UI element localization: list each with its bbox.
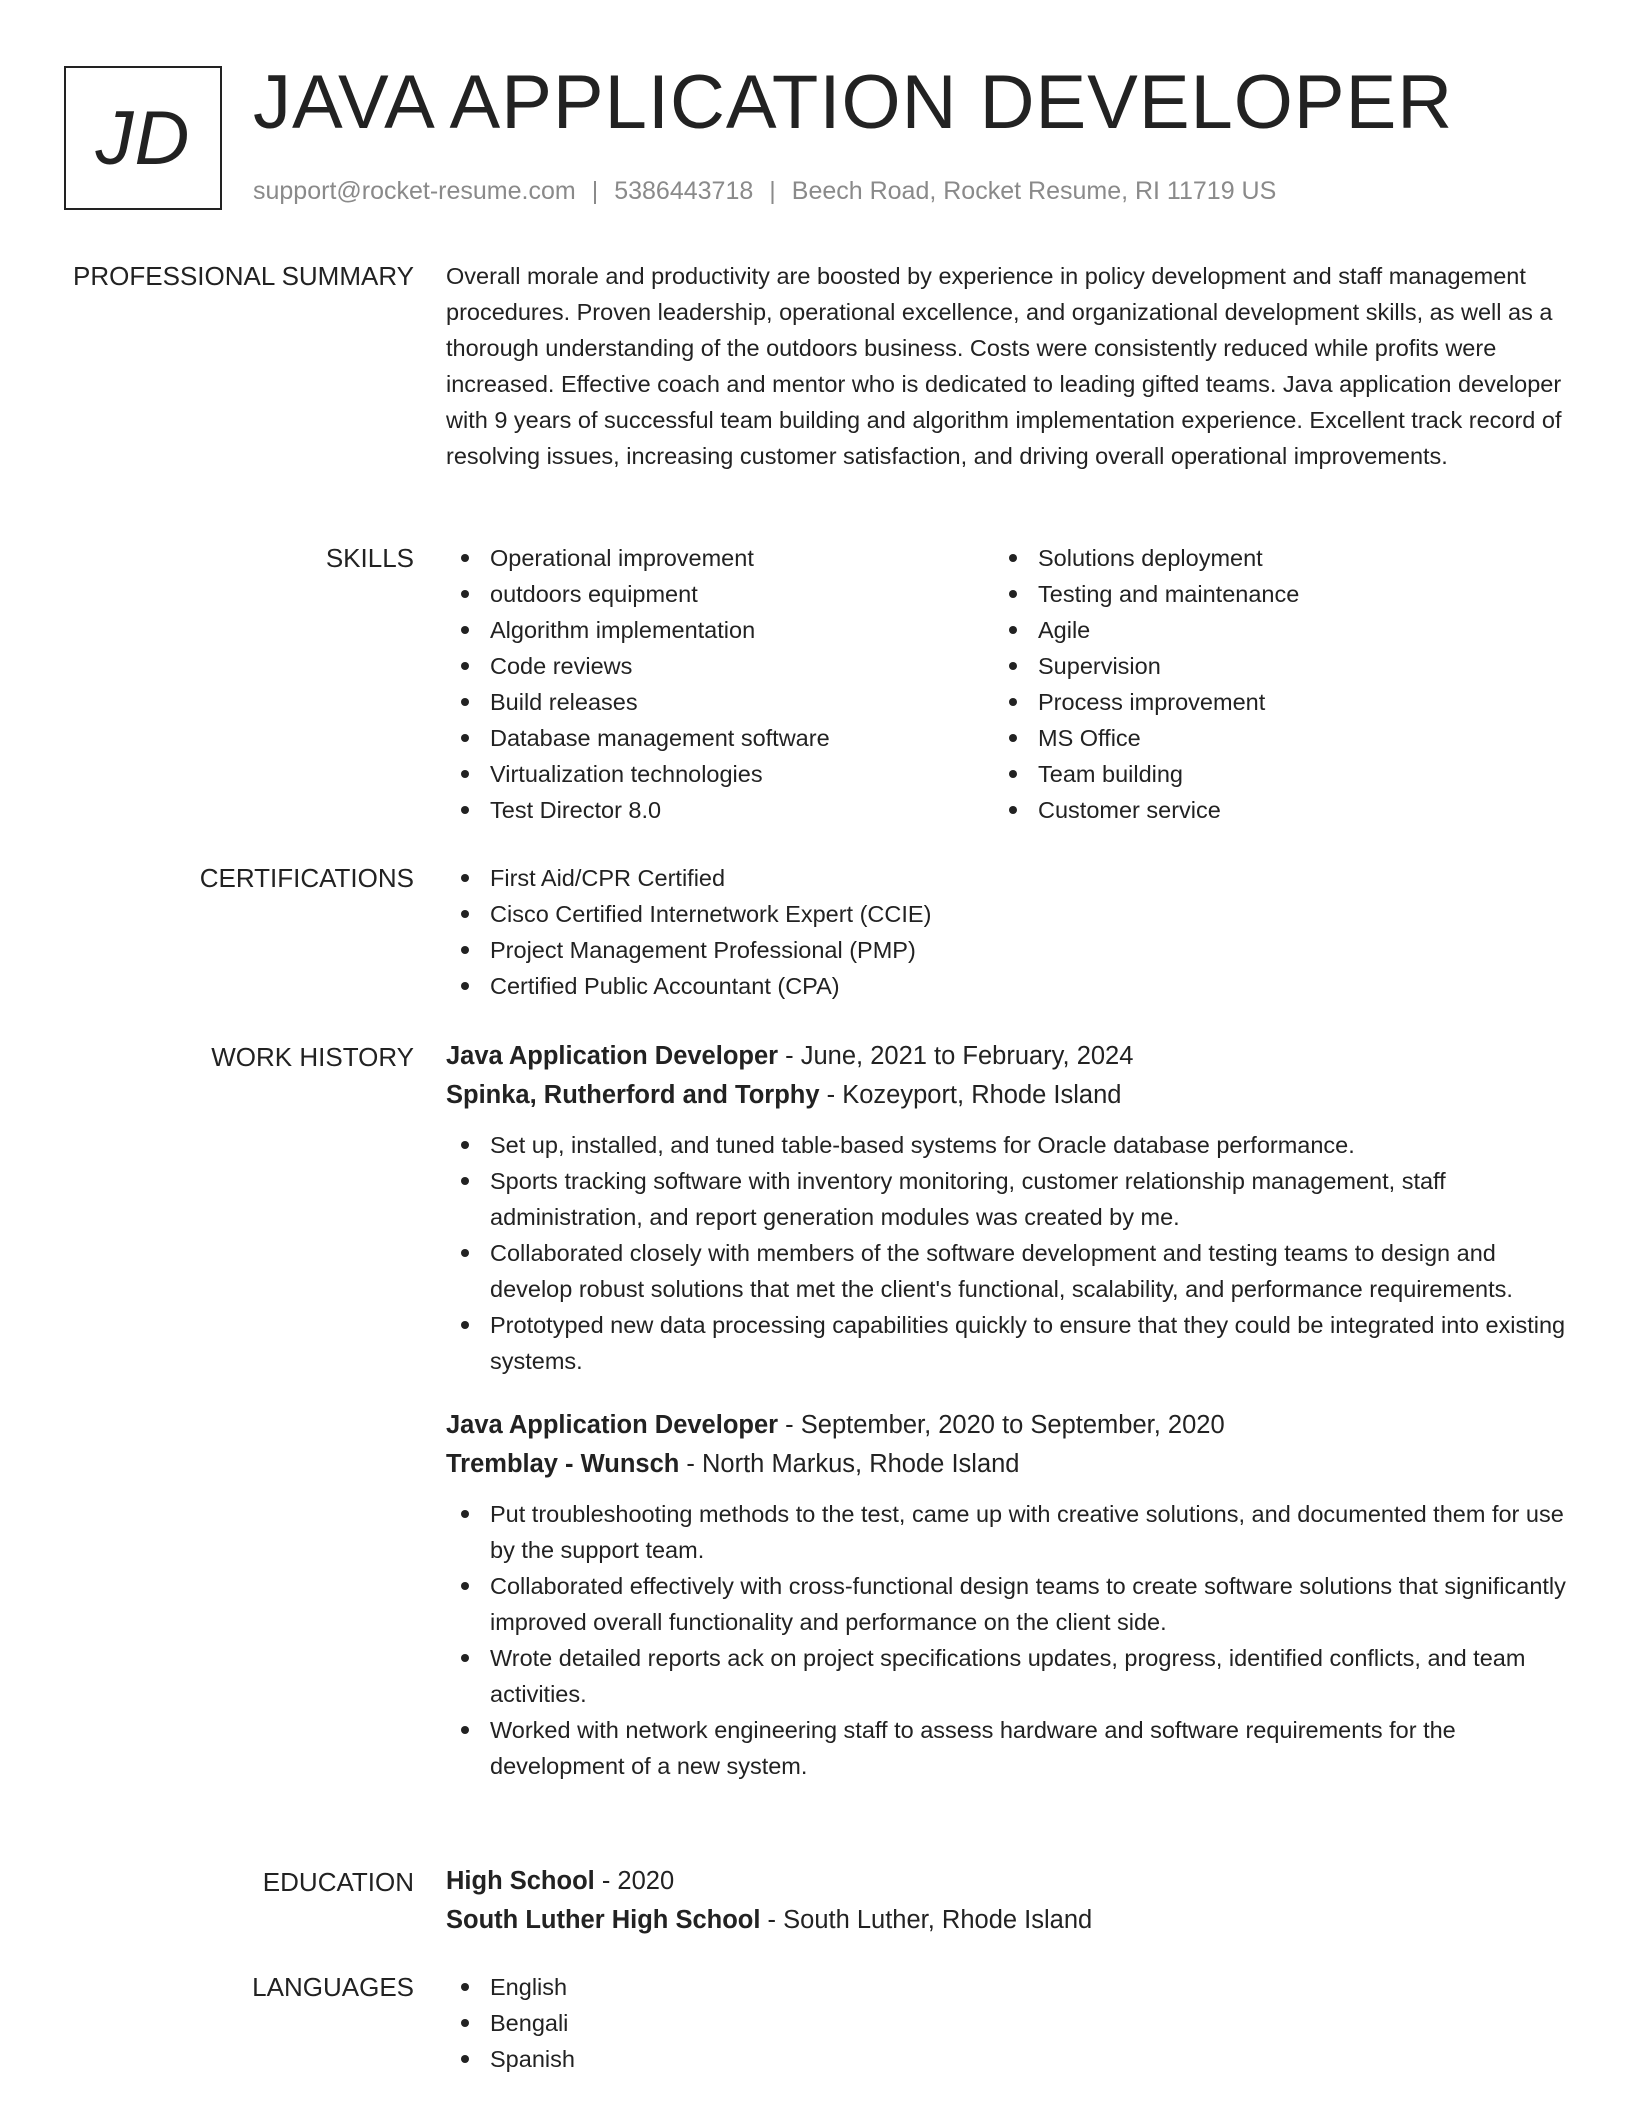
list-item: Build releases — [446, 684, 994, 720]
job-bullets — [446, 1496, 1566, 1784]
list-item: Bengali — [446, 2005, 1566, 2041]
list-item: Operational improvement — [446, 540, 994, 576]
list-item: Test Director 8.0 — [446, 792, 994, 828]
list-item: First Aid/CPR Certified — [446, 860, 1566, 896]
monogram-logo: JD — [64, 66, 222, 210]
education-school-line — [446, 1901, 1566, 1940]
list-item: Algorithm implementation — [446, 612, 994, 648]
list-item: Solutions deployment — [994, 540, 1542, 576]
languages-list — [446, 1969, 1566, 2077]
job-location: - Kozeyport, Rhode Island — [819, 1081, 1122, 1109]
languages-body — [446, 1969, 1566, 2077]
job-title-line — [446, 1406, 1566, 1445]
list-item: Wrote detailed reports ack on project specifications updates, progress, identified conflicts, and team activities. — [446, 1640, 1566, 1712]
list-item: Process improvement — [994, 684, 1542, 720]
education-degree: High School — [446, 1867, 595, 1895]
job-company-line — [446, 1445, 1566, 1484]
job-title: Java Application Developer — [446, 1411, 779, 1439]
list-item: Spanish — [446, 2041, 1566, 2077]
list-item: Set up, installed, and tuned table-based systems for Oracle database performance. — [446, 1127, 1566, 1163]
contact-address: Beech Road, Rocket Resume, RI 11719 US — [791, 177, 1277, 205]
job-company-line — [446, 1076, 1566, 1115]
contact-email[interactable]: support@rocket-resume.com — [253, 177, 576, 205]
list-item: Collaborated effectively with cross-functional design teams to create software solutions that significantly improved overall functionality and performance on the client side. — [446, 1568, 1566, 1640]
education-year: - 2020 — [594, 1867, 675, 1895]
list-item: Customer service — [994, 792, 1542, 828]
list-item: Agile — [994, 612, 1542, 648]
section-label-languages: LANGUAGES — [252, 1972, 414, 2002]
summary-text: Overall morale and productivity are boosted by experience in policy development and staff management procedures. Proven leadership, operational excellence, and organizational development skills, as well as a thorough understanding of the outdoors business. Costs were consistently reduced while profits were increased. Effective coach and mentor who is dedicated to leading gifted teams. Java application developer with 9 years of successful team building and algorithm implementation experience. Excellent track record of resolving issues, increasing customer satisfaction, and driving overall operational improvements. — [446, 263, 1562, 469]
job-company: Tremblay - Wunsch — [446, 1450, 680, 1478]
job-company: Spinka, Rutherford and Torphy — [446, 1081, 820, 1109]
list-item: Cisco Certified Internetwork Expert (CCIE) — [446, 896, 1566, 932]
list-item: outdoors equipment — [446, 576, 994, 612]
list-item: Database management software — [446, 720, 994, 756]
job-title: Java Application Developer — [446, 1042, 779, 1070]
list-item: Sports tracking software with inventory monitoring, customer relationship management, staff administration, and report generation modules was created by me. — [446, 1163, 1566, 1235]
list-item: Put troubleshooting methods to the test, came up with creative solutions, and documented them for use by the support team. — [446, 1496, 1566, 1568]
job-entry — [446, 1037, 1566, 1379]
job-bullets — [446, 1127, 1566, 1379]
job-dates: - June, 2021 to February, 2024 — [778, 1042, 1134, 1070]
section-label-education: EDUCATION — [262, 1867, 414, 1897]
job-dates: - September, 2020 to September, 2020 — [778, 1411, 1225, 1439]
list-item: Code reviews — [446, 648, 994, 684]
contact-line — [253, 174, 1276, 208]
list-item: Supervision — [994, 648, 1542, 684]
section-label-summary: PROFESSIONAL SUMMARY — [73, 261, 414, 291]
skills-list-left — [446, 540, 994, 828]
education-body — [446, 1862, 1566, 1940]
list-item: Prototyped new data processing capabilities quickly to ensure that they could be integrated into existing systems. — [446, 1307, 1566, 1379]
candidate-title: JAVA APPLICATION DEVELOPER — [253, 60, 1454, 145]
job-title-line — [446, 1037, 1566, 1076]
education-degree-line — [446, 1862, 1566, 1901]
section-label-skills: SKILLS — [325, 543, 414, 573]
list-item: Project Management Professional (PMP) — [446, 932, 1566, 968]
list-item: English — [446, 1969, 1566, 2005]
certifications-list — [446, 860, 1566, 1004]
job-entry — [446, 1406, 1566, 1784]
contact-separator: | — [591, 177, 599, 205]
list-item: MS Office — [994, 720, 1542, 756]
list-item: Certified Public Accountant (CPA) — [446, 968, 1566, 1004]
contact-phone[interactable]: 5386443718 — [614, 177, 754, 205]
section-label-work-history: WORK HISTORY — [211, 1042, 414, 1072]
job-location: - North Markus, Rhode Island — [679, 1450, 1020, 1478]
list-item: Worked with network engineering staff to assess hardware and software requirements for the development of a new system. — [446, 1712, 1566, 1784]
education-location: - South Luther, Rhode Island — [760, 1906, 1093, 1934]
contact-separator: | — [769, 177, 776, 205]
skills-columns — [446, 540, 1566, 828]
list-item: Testing and maintenance — [994, 576, 1542, 612]
certifications-body — [446, 860, 1566, 1004]
list-item: Virtualization technologies — [446, 756, 994, 792]
list-item: Collaborated closely with members of the software development and testing teams to design and develop robust solutions that met the client's functional, scalability, and performance requirements. — [446, 1235, 1566, 1307]
education-school: South Luther High School — [446, 1906, 761, 1934]
section-label-certifications: CERTIFICATIONS — [199, 863, 414, 893]
skills-list-right — [994, 540, 1542, 828]
work-history-body — [446, 1037, 1566, 1784]
list-item: Team building — [994, 756, 1542, 792]
